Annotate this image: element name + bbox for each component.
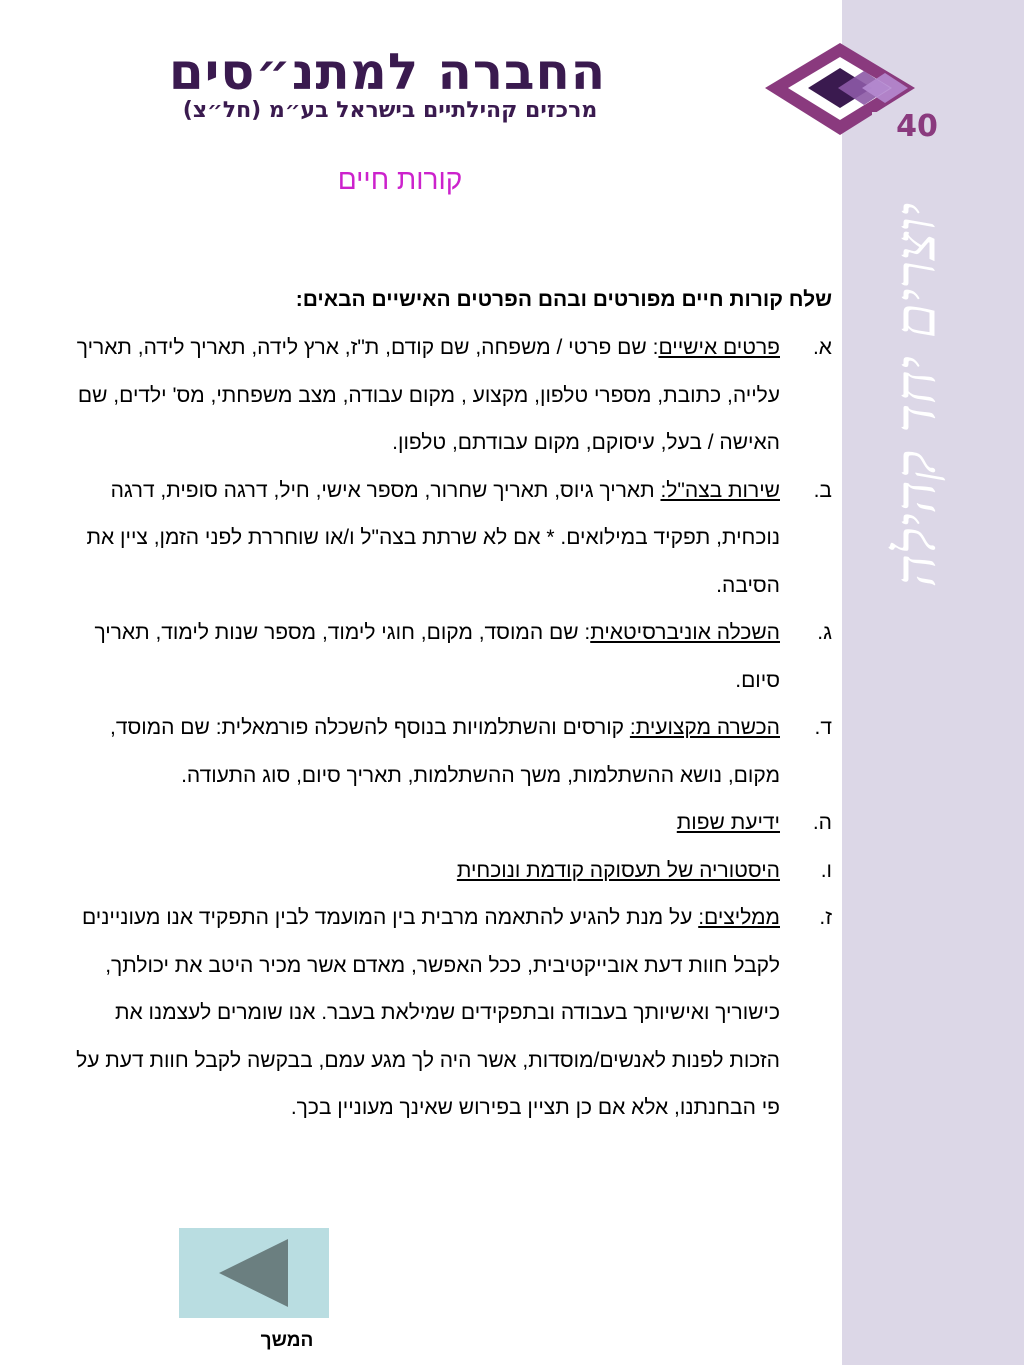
- list-item-text: שם פרטי / משפחה, שם קודם, ת"ז, ארץ לידה, תאריך לידה, תאריך עלייה, כתובת, מספרי טלפון, מקצוע , מקום עבודה, מצב משפחתי, מס' ילדים, שם האישה / בעל, עיסוקם, מקום עבודתם, טלפון.: [76, 336, 780, 454]
- resume-instructions: [60, 276, 832, 1132]
- side-slogan: [840, 175, 975, 615]
- list-item-employment-history: [60, 847, 832, 895]
- list-item-letter: ו.: [820, 858, 832, 882]
- org-logo: [760, 38, 960, 143]
- list-item-label: הכשרה מקצועית:: [629, 716, 780, 739]
- list-item-references: [60, 894, 832, 1132]
- list-item-university-education: [60, 609, 832, 704]
- list-item-label: ידיעת שפות: [676, 811, 780, 834]
- list-item-text: קורסים והשתלמויות בנוסף להשכלה פורמאלית: שם המוסד, מקום, נושא ההשתלמות, משך ההשתלמות, תאריך סיום, סוג התעודה.: [110, 716, 780, 787]
- left-arrow-icon: [179, 1228, 329, 1318]
- intro-text: שלח קורות חיים מפורטים ובהם הפרטים האישיים הבאים:: [295, 288, 832, 311]
- list-item-label: פרטים אישיים: [658, 336, 780, 359]
- next-label[interactable]: המשך: [260, 1330, 314, 1351]
- list-item-professional-training: [60, 704, 832, 799]
- list-item-languages: [60, 799, 832, 847]
- list-item-military-service: [60, 467, 832, 610]
- list-item-letter: ד.: [814, 716, 832, 739]
- org-subtitle: מרכזים קהילתיים בישראל בע״מ (חל״צ): [182, 98, 598, 123]
- list-item-separator: :: [652, 336, 659, 359]
- list-item-label: היסטוריה של תעסוקה קודמת ונוכחית: [456, 858, 780, 882]
- list-item-text: על מנת להגיע להתאמה מרבית בין המועמד לבין התפקיד אנו מעוניינים לקבל חוות דעת אובייקטיבית, ככל האפשר, מאדם אשר מכיר היטב את יכולתך, כישוריך ואישיותך בעבודה ובתפקידים שמילאת בעבר. אנו שומרים לעצמנו את הזכות לפנות לאנשים/מוסדות, אשר היה לך מגע עמם, בבקשה לקבל חוות דעת על פי הבחנתנו, אלא אם כן תציין בפירוש שאינך מעוניין בכך.: [76, 906, 780, 1119]
- list-item-text: תאריך גיוס, תאריך שחרור, מספר אישי, חיל, דרגה סופית, דרגה נוכחית, תפקיד במילואים. * אם לא שרתת בצה"ל ו/או שוחררת לפני הזמן, ציין את הסיבה.: [86, 478, 780, 597]
- list-item-letter: ה.: [812, 811, 832, 834]
- list-item-letter: ז.: [819, 906, 832, 929]
- list-item-letter: א.: [812, 336, 832, 359]
- list-item-personal-details: [60, 324, 832, 467]
- side-slogan-text: יוצרים יחד קהילה: [883, 202, 949, 588]
- org-name-title: החברה למתנ״סים: [168, 43, 607, 101]
- list-item-separator: :: [584, 621, 591, 644]
- list-item-letter: ב.: [813, 478, 832, 502]
- list-item-letter: ג.: [817, 621, 832, 644]
- list-item-text: שם המוסד, מקום, חוגי לימוד, מספר שנות לימוד, תאריך סיום.: [94, 621, 780, 692]
- list-item-label: שירות בצה"ל:: [660, 478, 780, 502]
- list-item-label: השכלה אוניברסיטאית: [590, 621, 780, 644]
- logo-number: 40: [896, 109, 938, 143]
- next-button[interactable]: [179, 1228, 329, 1318]
- list-item-label: ממליצים:: [698, 906, 780, 929]
- page-heading: קורות חיים: [337, 164, 463, 195]
